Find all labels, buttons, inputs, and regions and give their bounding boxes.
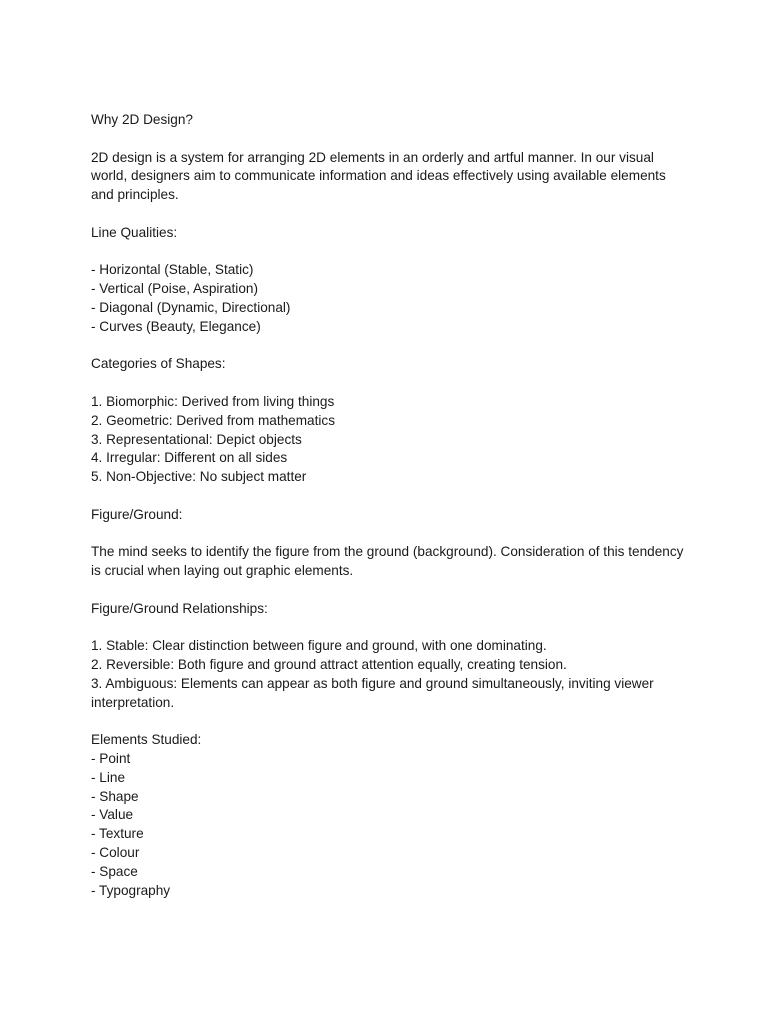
list-item: 4. Irregular: Different on all sides (91, 450, 288, 466)
list-item: - Horizontal (Stable, Static) (91, 262, 254, 278)
intro-paragraph: 2D design is a system for arranging 2D elements in an orderly and artful manner. In our visual world, designers aim to communicate information and ideas effectively using available elements and principles. (91, 149, 666, 203)
list-item: - Curves (Beauty, Elegance) (91, 318, 261, 334)
elements-studied-heading: Elements Studied: (91, 732, 202, 748)
list-item: - Colour (91, 845, 140, 861)
spacer (91, 337, 691, 356)
list-item: 1. Biomorphic: Derived from living things (91, 393, 335, 409)
elements-studied-list (91, 750, 691, 900)
document-page (91, 111, 691, 900)
list-item: - Value (91, 807, 134, 823)
list-item: - Line (91, 769, 126, 785)
list-item: - Diagonal (Dynamic, Directional) (91, 299, 291, 315)
list-item: - Vertical (Poise, Aspiration) (91, 281, 258, 297)
figure-ground-heading: Figure/Ground: (91, 506, 183, 522)
figure-ground-paragraph: The mind seeks to identify the figure from the ground (background). Consideration of this tendency is crucial when laying out graphic elements. (91, 544, 684, 579)
spacer (91, 487, 691, 506)
spacer (91, 713, 691, 732)
list-item: 3. Ambiguous: Elements can appear as both figure and ground simultaneously, inviting viewer interpretation. (91, 675, 654, 710)
spacer (91, 374, 691, 393)
figure-ground-relationships-heading: Figure/Ground Relationships: (91, 600, 268, 616)
figure-ground-relationships-list (91, 637, 691, 712)
list-item: 5. Non-Objective: No subject matter (91, 469, 307, 485)
spacer (91, 130, 691, 149)
line-qualities-heading: Line Qualities: (91, 224, 178, 240)
spacer (91, 205, 691, 224)
list-item: - Typography (91, 882, 171, 898)
line-qualities-list (91, 261, 691, 336)
spacer (91, 619, 691, 638)
spacer (91, 581, 691, 600)
list-item: - Space (91, 863, 138, 879)
spacer (91, 525, 691, 544)
list-item: - Point (91, 751, 131, 767)
shape-categories-heading: Categories of Shapes: (91, 356, 226, 372)
spacer (91, 243, 691, 262)
document-title: Why 2D Design? (91, 112, 193, 127)
list-item: 3. Representational: Depict objects (91, 431, 302, 447)
list-item: 2. Geometric: Derived from mathematics (91, 412, 336, 428)
list-item: - Texture (91, 826, 144, 842)
list-item: 2. Reversible: Both figure and ground attract attention equally, creating tension. (91, 657, 567, 673)
list-item: 1. Stable: Clear distinction between figure and ground, with one dominating. (91, 638, 547, 654)
list-item: - Shape (91, 788, 139, 804)
shape-categories-list (91, 393, 691, 487)
